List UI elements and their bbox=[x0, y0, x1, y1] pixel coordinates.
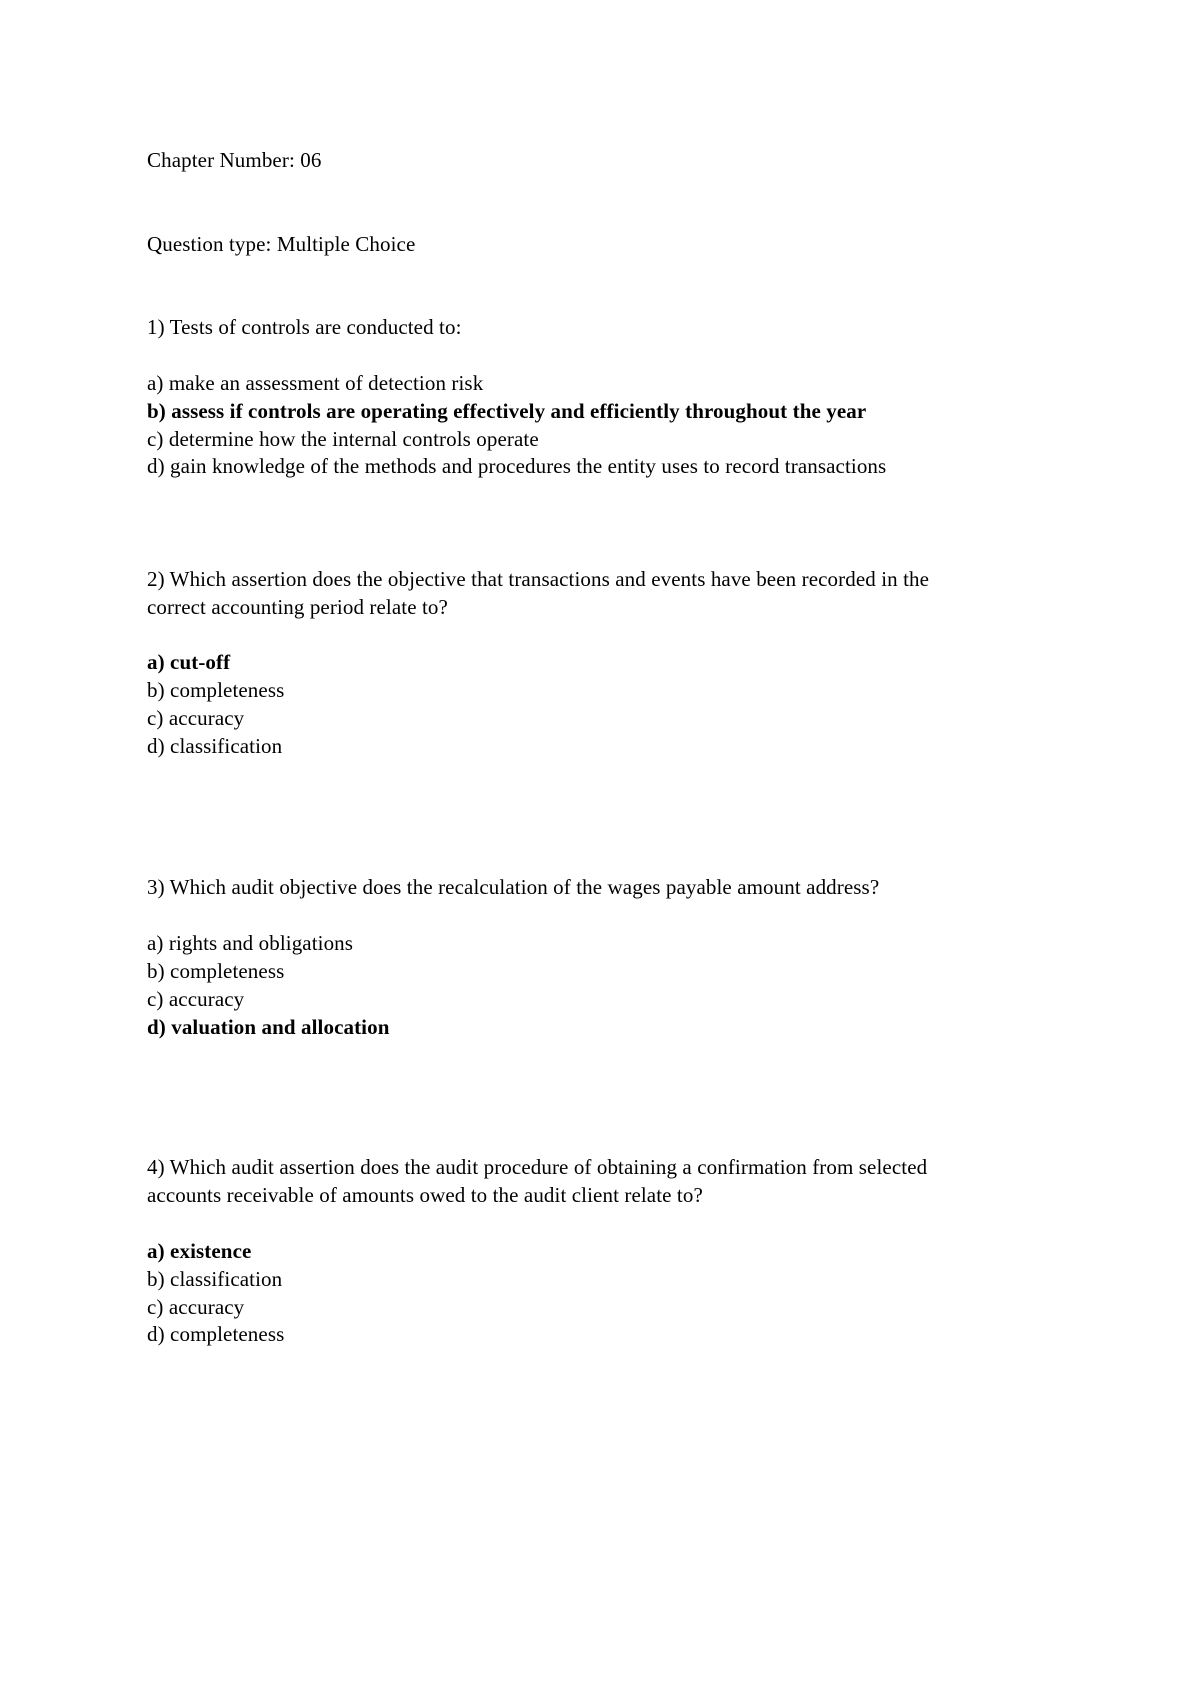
question-4-option-d: d) completeness bbox=[147, 1322, 285, 1346]
question-1-option-c: c) determine how the internal controls operate bbox=[147, 427, 539, 451]
question-2-option-c: c) accuracy bbox=[147, 706, 245, 730]
question-3-option-d-answer: d) valuation and allocation bbox=[147, 1015, 390, 1039]
question-3-option-b: b) completeness bbox=[147, 959, 285, 983]
question-1-stem: 1) Tests of controls are conducted to: bbox=[147, 315, 462, 339]
question-2-stem-line-1: 2) Which assertion does the objective that transactions and events have been recorded in the bbox=[147, 567, 930, 591]
question-1-option-b-answer: b) assess if controls are operating effectively and efficiently throughout the year bbox=[147, 399, 867, 423]
question-4-stem-line-1: 4) Which audit assertion does the audit procedure of obtaining a confirmation from selected bbox=[147, 1155, 928, 1179]
question-2-option-d: d) classification bbox=[147, 734, 283, 758]
question-4-stem-line-2: accounts receivable of amounts owed to the audit client relate to? bbox=[147, 1183, 703, 1207]
question-2-option-b: b) completeness bbox=[147, 678, 285, 702]
question-3-stem: 3) Which audit objective does the recalculation of the wages payable amount address? bbox=[147, 875, 880, 899]
question-1-option-a: a) make an assessment of detection risk bbox=[147, 371, 484, 395]
question-4-option-a-answer: a) existence bbox=[147, 1239, 252, 1263]
question-1-option-d: d) gain knowledge of the methods and procedures the entity uses to record transactions bbox=[147, 454, 887, 478]
question-4-option-b: b) classification bbox=[147, 1267, 283, 1291]
question-2-option-a-answer: a) cut-off bbox=[147, 650, 231, 674]
question-4-option-c: c) accuracy bbox=[147, 1295, 245, 1319]
question-3-option-c: c) accuracy bbox=[147, 987, 245, 1011]
chapter-number: Chapter Number: 06 bbox=[147, 148, 322, 172]
question-3-option-a: a) rights and obligations bbox=[147, 931, 354, 955]
question-2-stem-line-2: correct accounting period relate to? bbox=[147, 595, 448, 619]
question-type: Question type: Multiple Choice bbox=[147, 232, 416, 256]
